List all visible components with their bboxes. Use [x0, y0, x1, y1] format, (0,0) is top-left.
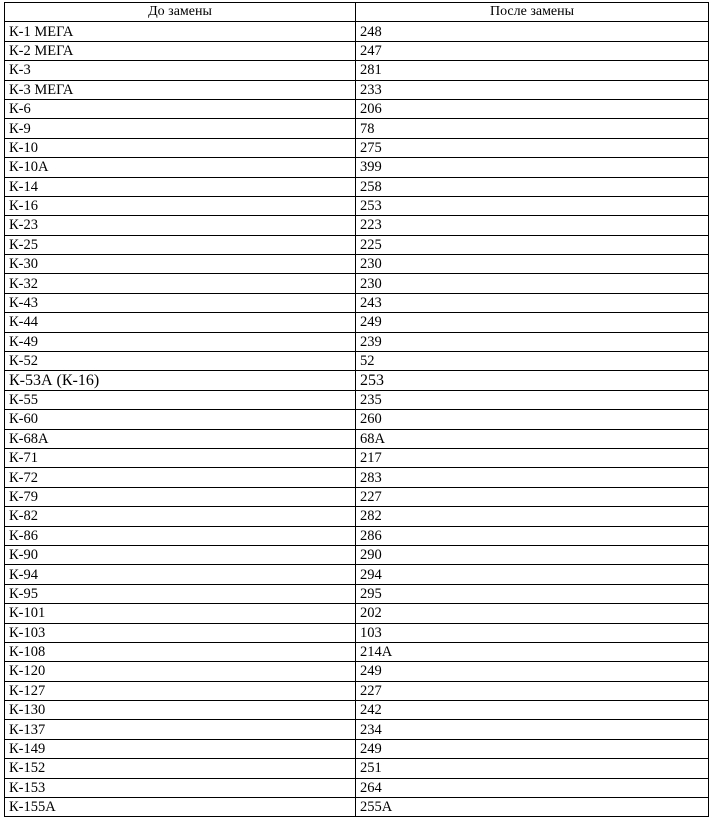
table-row	[5, 410, 709, 429]
route-after-cell: 253	[356, 196, 709, 215]
table-row	[5, 99, 709, 118]
table-row	[5, 177, 709, 196]
route-after-cell: 260	[356, 410, 709, 429]
route-after-cell: 202	[356, 604, 709, 623]
route-after-cell: 253	[356, 371, 709, 390]
route-after-cell: 68А	[356, 429, 709, 448]
table-row	[5, 623, 709, 642]
route-after-cell: 214А	[356, 642, 709, 661]
column-header-before: До замены	[5, 3, 356, 22]
route-after-cell: 264	[356, 778, 709, 797]
route-before-cell: К-6	[5, 99, 356, 118]
route-before-cell: К-101	[5, 604, 356, 623]
route-before-cell: К-108	[5, 642, 356, 661]
route-after-cell: 230	[356, 255, 709, 274]
table-row	[5, 313, 709, 332]
table-row	[5, 158, 709, 177]
table-row	[5, 371, 709, 390]
route-after-cell: 225	[356, 235, 709, 254]
route-before-cell: К-153	[5, 778, 356, 797]
route-before-cell: К-2 МЕГА	[5, 41, 356, 60]
route-after-cell: 399	[356, 158, 709, 177]
route-after-cell: 78	[356, 119, 709, 138]
route-after-cell: 230	[356, 274, 709, 293]
table-row	[5, 196, 709, 215]
route-before-cell: К-155А	[5, 798, 356, 817]
route-after-cell: 242	[356, 701, 709, 720]
table-row	[5, 255, 709, 274]
route-before-cell: К-103	[5, 623, 356, 642]
route-before-cell: К-9	[5, 119, 356, 138]
table-row	[5, 352, 709, 371]
table-row	[5, 216, 709, 235]
route-after-cell: 255А	[356, 798, 709, 817]
route-after-cell: 294	[356, 565, 709, 584]
route-before-cell: К-43	[5, 293, 356, 312]
route-after-cell: 103	[356, 623, 709, 642]
route-before-cell: К-32	[5, 274, 356, 293]
route-before-cell: К-10	[5, 138, 356, 157]
route-before-cell: К-60	[5, 410, 356, 429]
table-header-row	[5, 3, 709, 22]
route-before-cell: К-49	[5, 332, 356, 351]
route-before-cell: К-3 МЕГА	[5, 80, 356, 99]
document-page	[4, 2, 708, 817]
route-before-cell: К-79	[5, 487, 356, 506]
route-after-cell: 52	[356, 352, 709, 371]
route-before-cell: К-23	[5, 216, 356, 235]
route-before-cell: К-130	[5, 701, 356, 720]
route-before-cell: К-152	[5, 759, 356, 778]
route-after-cell: 295	[356, 584, 709, 603]
route-replacement-table	[4, 2, 709, 817]
table-row	[5, 235, 709, 254]
table-row	[5, 720, 709, 739]
route-after-cell: 227	[356, 681, 709, 700]
route-before-cell: К-14	[5, 177, 356, 196]
table-row	[5, 429, 709, 448]
route-after-cell: 239	[356, 332, 709, 351]
table-row	[5, 565, 709, 584]
table-row	[5, 584, 709, 603]
table-row	[5, 778, 709, 797]
route-before-cell: К-86	[5, 526, 356, 545]
route-before-cell: К-52	[5, 352, 356, 371]
table-row	[5, 274, 709, 293]
route-after-cell: 234	[356, 720, 709, 739]
route-before-cell: К-44	[5, 313, 356, 332]
route-before-cell: К-1 МЕГА	[5, 22, 356, 41]
route-before-cell: К-71	[5, 448, 356, 467]
route-after-cell: 217	[356, 448, 709, 467]
route-before-cell: К-90	[5, 545, 356, 564]
table-row	[5, 119, 709, 138]
table-row	[5, 41, 709, 60]
table-row	[5, 545, 709, 564]
table-row	[5, 332, 709, 351]
route-before-cell: К-137	[5, 720, 356, 739]
table-row	[5, 22, 709, 41]
table-row	[5, 642, 709, 661]
route-after-cell: 249	[356, 313, 709, 332]
table-row	[5, 701, 709, 720]
table-row	[5, 662, 709, 681]
route-before-cell: К-30	[5, 255, 356, 274]
route-before-cell: К-16	[5, 196, 356, 215]
route-after-cell: 243	[356, 293, 709, 312]
route-after-cell: 283	[356, 468, 709, 487]
column-header-after: После замены	[356, 3, 709, 22]
route-before-cell: К-55	[5, 390, 356, 409]
route-before-cell: К-53А (К-16)	[5, 371, 356, 390]
route-before-cell: К-94	[5, 565, 356, 584]
route-before-cell: К-82	[5, 507, 356, 526]
route-before-cell: К-127	[5, 681, 356, 700]
route-after-cell: 251	[356, 759, 709, 778]
table-row	[5, 604, 709, 623]
route-after-cell: 247	[356, 41, 709, 60]
route-before-cell: К-68А	[5, 429, 356, 448]
route-before-cell: К-25	[5, 235, 356, 254]
table-row	[5, 798, 709, 817]
table-row	[5, 390, 709, 409]
route-before-cell: К-120	[5, 662, 356, 681]
route-after-cell: 206	[356, 99, 709, 118]
route-after-cell: 281	[356, 61, 709, 80]
route-after-cell: 235	[356, 390, 709, 409]
table-row	[5, 448, 709, 467]
table-row	[5, 507, 709, 526]
table-row	[5, 526, 709, 545]
table-row	[5, 487, 709, 506]
table-row	[5, 293, 709, 312]
table-row	[5, 468, 709, 487]
table-row	[5, 739, 709, 758]
route-after-cell: 275	[356, 138, 709, 157]
route-after-cell: 233	[356, 80, 709, 99]
route-after-cell: 227	[356, 487, 709, 506]
table-row	[5, 138, 709, 157]
route-before-cell: К-72	[5, 468, 356, 487]
route-after-cell: 249	[356, 739, 709, 758]
route-after-cell: 286	[356, 526, 709, 545]
route-before-cell: К-149	[5, 739, 356, 758]
route-after-cell: 282	[356, 507, 709, 526]
table-row	[5, 61, 709, 80]
route-before-cell: К-3	[5, 61, 356, 80]
route-before-cell: К-95	[5, 584, 356, 603]
route-after-cell: 258	[356, 177, 709, 196]
table-row	[5, 681, 709, 700]
route-after-cell: 248	[356, 22, 709, 41]
table-row	[5, 80, 709, 99]
route-after-cell: 249	[356, 662, 709, 681]
route-after-cell: 223	[356, 216, 709, 235]
table-body	[5, 22, 709, 817]
route-after-cell: 290	[356, 545, 709, 564]
route-before-cell: К-10А	[5, 158, 356, 177]
table-row	[5, 759, 709, 778]
